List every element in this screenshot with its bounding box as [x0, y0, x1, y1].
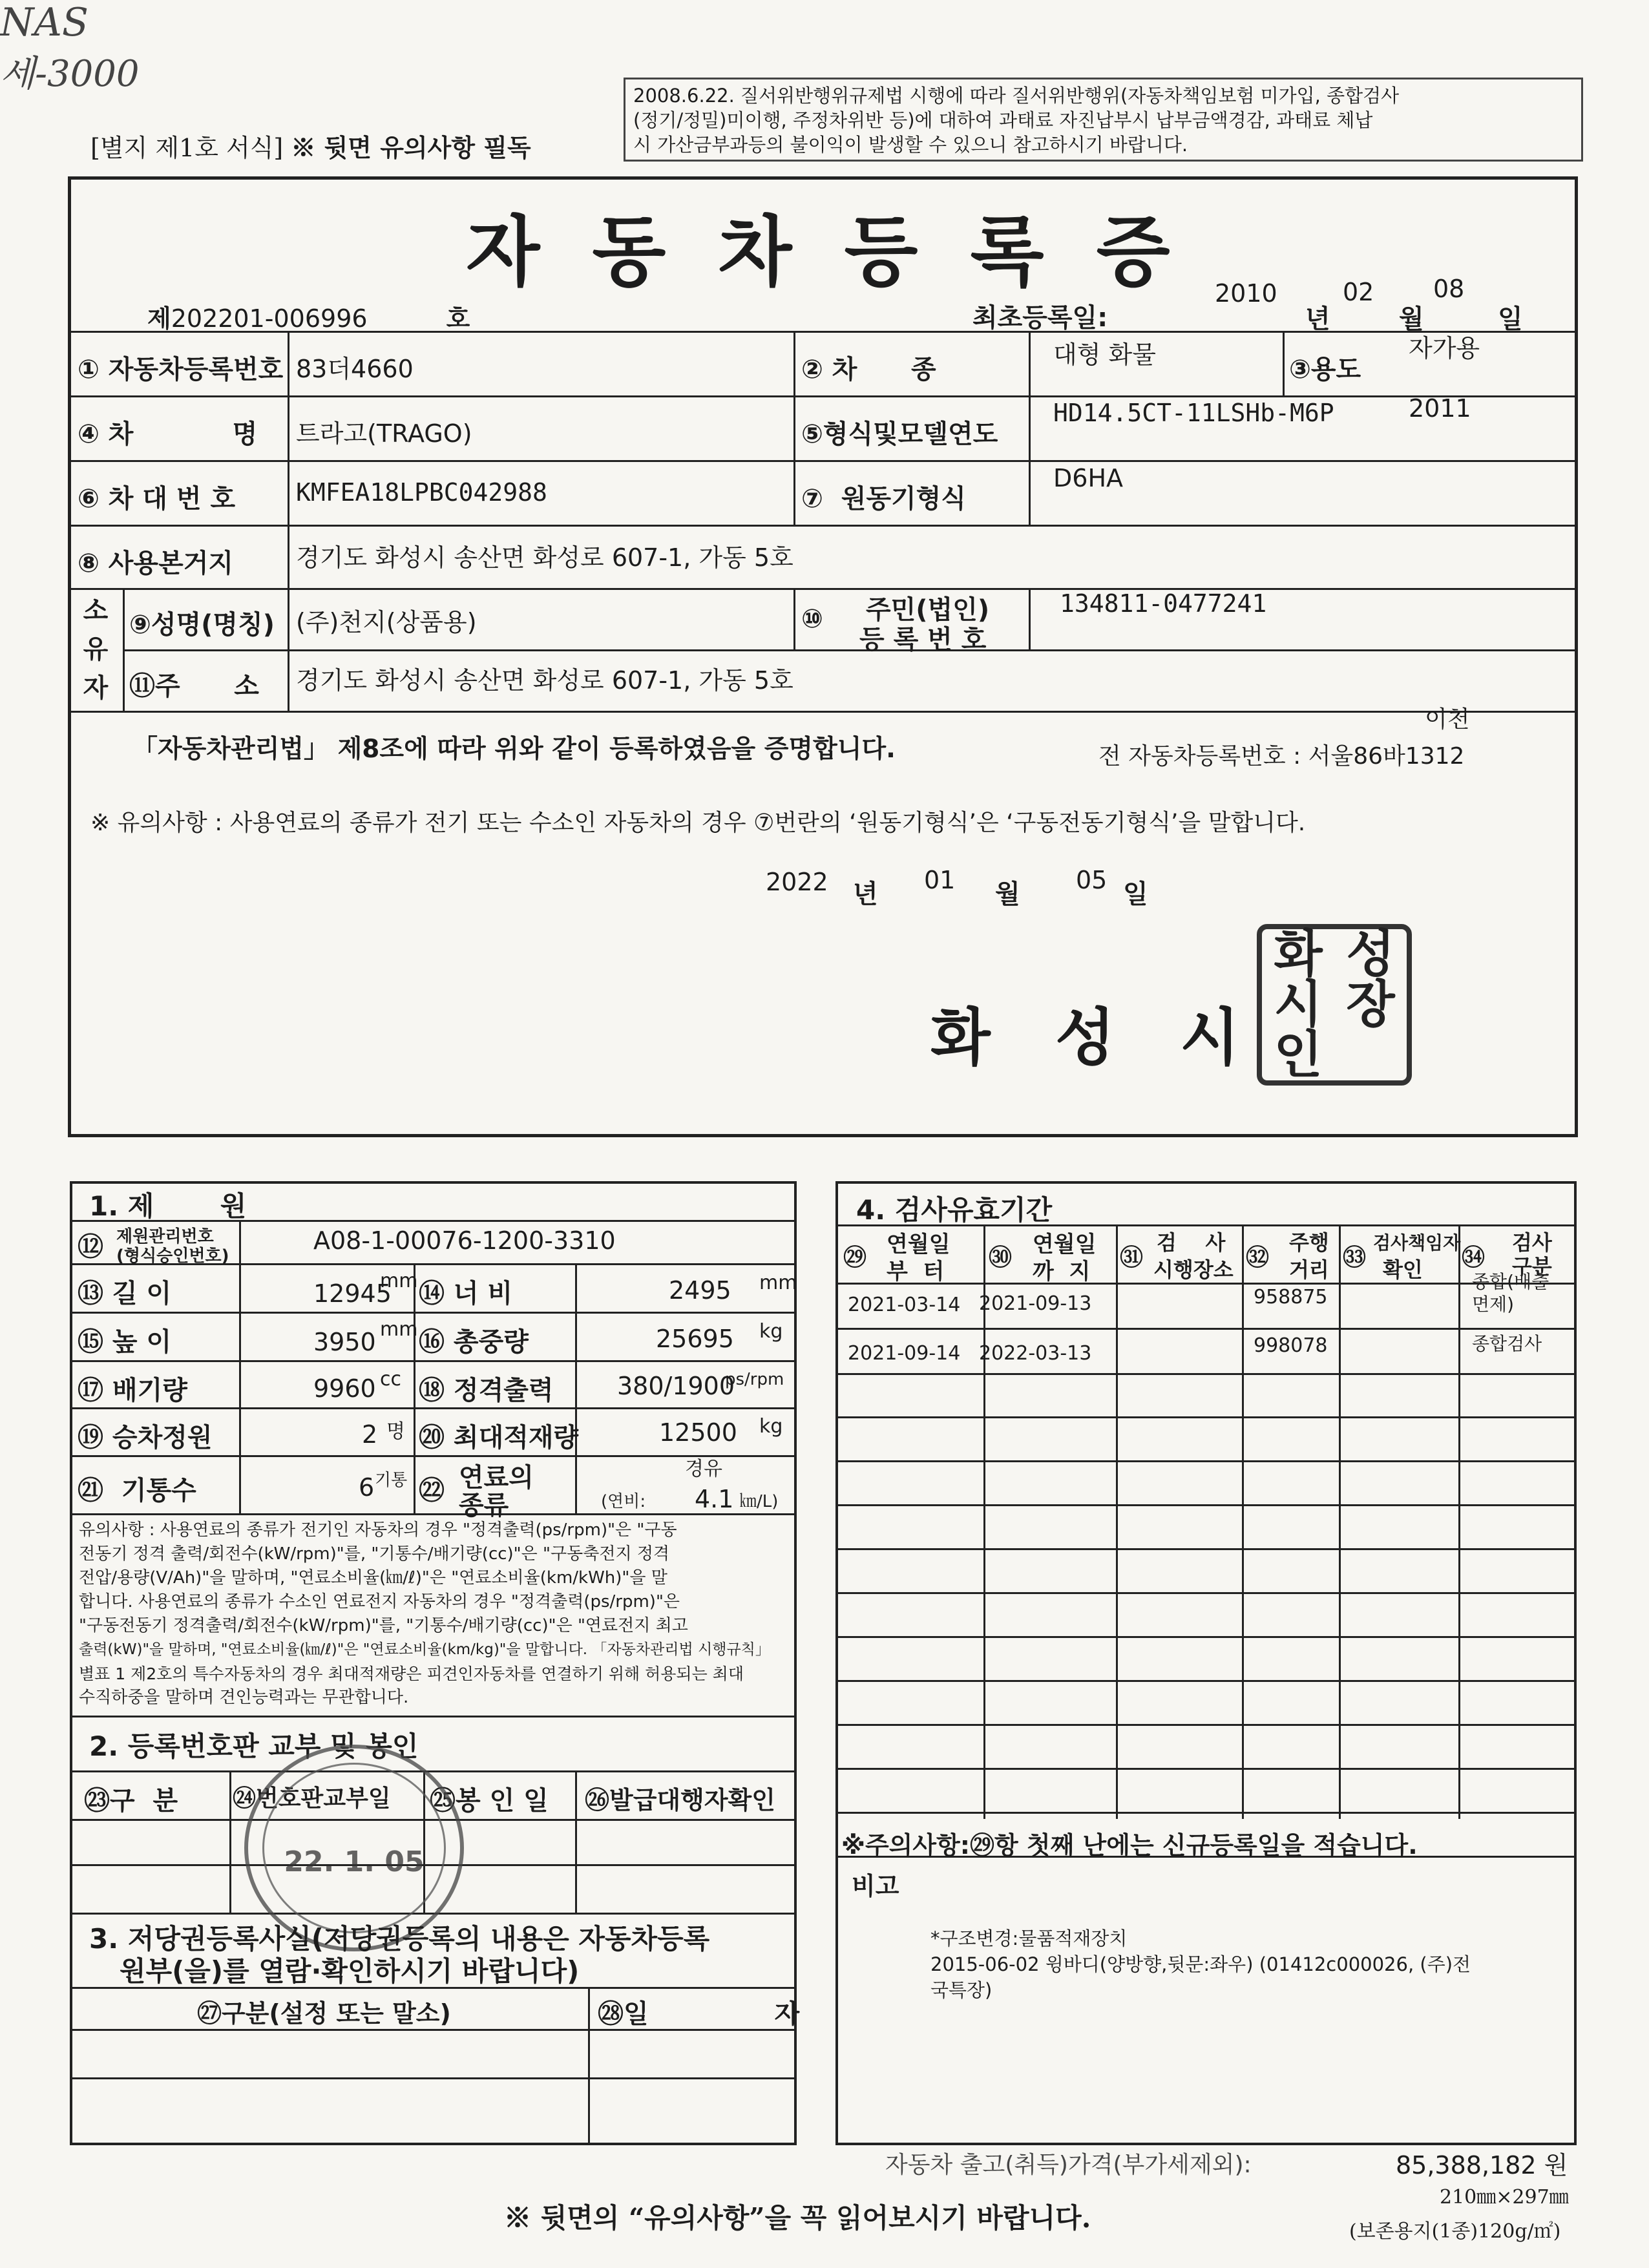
insp-row-2-kind-1: 종합검사 [1472, 1333, 1542, 1354]
grid-line [1242, 1224, 1244, 1819]
issue-day-unit: 일 [1123, 879, 1148, 909]
notice-line-1: 2008.6.22. 질서위반행위규제법 시행에 따라 질서위반행위(자동차책임보험 미가입, 종합검사 [633, 85, 1400, 107]
spec-note-line: 별표 1 제2호의 특수자동차의 경우 최대적재량은 피견인자동차를 연결하기 위해 허용되는 최대 [79, 1664, 744, 1683]
lien-col-date: ㉘일 자 [598, 1999, 800, 2029]
spec-note-line: 출력(kW)"을 말하며, "연료소비율(㎞/ℓ)"은 "연료소비율(km/kg)"을 말합니다. 「자동차관리법 시행규칙」 [79, 1641, 770, 1658]
price-value: 85,388,182 원 [1396, 2151, 1568, 2179]
grid-line [1116, 1224, 1118, 1819]
paper-size: 210㎜×297㎜ [1440, 2186, 1569, 2209]
owner-id-label-2: 등 록 번 호 [859, 625, 987, 655]
insp-row-1-from: 2021-03-14 [848, 1294, 961, 1316]
owner-addr-label: ⑪주 소 [129, 671, 259, 701]
inspection-title: 4. 검사유효기간 [856, 1194, 1053, 1226]
insp-row-2-from: 2021-09-14 [848, 1342, 961, 1365]
payload-unit: kg [759, 1415, 783, 1438]
spec-no-value: A08-1-00076-1200-3310 [313, 1226, 616, 1255]
power-label: ⑱ 정격출력 [419, 1376, 554, 1405]
first-reg-label: 최초등록일: [972, 303, 1108, 333]
notice-line-3: 시 가산금부과등의 불이익이 발생할 수 있으니 참고하시기 바랍니다. [633, 134, 1188, 156]
grid-line [71, 1987, 795, 1989]
width-value: 2495 [669, 1276, 731, 1305]
fuel-label-1: 연료의 [459, 1463, 534, 1493]
grid-line [123, 649, 1577, 651]
certify-text: 「자동차관리법」 제8조에 따라 위와 같이 등록하였음을 증명합니다. [132, 735, 896, 764]
plate-col-agent: ㉖발급대행자확인 [585, 1786, 775, 1814]
owner-id-label-1: 주민(법인) [866, 595, 990, 625]
model-value: HD14.5CT-11LSHb-M6P [1053, 399, 1334, 427]
spec-note-line: 수직하중을 말하며 견인능력과는 무관합니다. [79, 1688, 409, 1707]
spec-note-line: "구동전동기 정격출력/회전수(kW/rpm)"를, "기통수/배기량(cc)"은 "연료전지 최고 [79, 1616, 688, 1635]
lien-title-2: 원부(을)를 열람·확인하시기 바랍니다) [120, 1955, 580, 1987]
postmark-date: 22. 1. 05 [284, 1845, 425, 1878]
grid-line [1029, 588, 1031, 649]
width-label: ⑭ 너 비 [419, 1279, 513, 1308]
seats-label: ⑲ 승차정원 [78, 1423, 213, 1453]
grid-line [837, 1328, 1575, 1330]
form-label-text: [별지 제1호 서식] [90, 134, 284, 162]
insp-col-from-num: ㉙ [843, 1244, 867, 1271]
grid-line [837, 1636, 1575, 1638]
grid-line [288, 331, 289, 525]
plate-col-issue-date: ㉔번호판교부일 [233, 1785, 391, 1812]
reg-no-value: 83더4660 [296, 355, 414, 383]
handwritten-note-2: 세-3000 [0, 53, 140, 95]
spec-note-line: 전동기 정격 출력/회전수(kW/rpm)"를, "기통수/배기량(cc)"은 "구동축전지 정격 [79, 1544, 670, 1564]
first-reg-year: 2010 [1215, 279, 1277, 308]
official-seal: 화 성 시 장 인 [1257, 924, 1412, 1086]
fuel-value: 경유 [685, 1458, 722, 1480]
eff-label: (연비: [601, 1492, 646, 1511]
gross-value: 25695 [656, 1325, 734, 1353]
spec-no-label-2: (형식승인번호) [116, 1246, 229, 1266]
eff-value: 4.1 [695, 1485, 734, 1513]
reg-no-label: ① 자동차등록번호 [78, 355, 284, 384]
prev-reg-correction: 이천 [1425, 706, 1470, 733]
power-unit: ps/rpm [725, 1370, 784, 1389]
remark-line-1: *구조변경:물품적재장치 [930, 1927, 1128, 1949]
grid-line [288, 525, 289, 588]
plate-col-seal-date: ㉕봉 인 일 [430, 1786, 549, 1816]
owner-group-label: 소 유 자 [83, 596, 109, 703]
grid-line [239, 1220, 241, 1513]
spec-notes [79, 1518, 790, 1710]
payload-label: ⑳ 최대적재량 [419, 1423, 579, 1453]
owner-name-value: (주)천지(상품용) [296, 608, 477, 636]
cert-no-suffix: 호 [446, 304, 470, 333]
inspection-note: ※주의사항:㉙항 첫째 난에는 신규등록일을 적습니다. [841, 1831, 1418, 1860]
grid-line [837, 1724, 1575, 1726]
cyl-label: ㉑ 기통수 [78, 1476, 196, 1506]
notice-box [624, 78, 1583, 162]
insp-row-2-mileage: 998078 [1254, 1334, 1328, 1357]
grid-line [837, 1548, 1575, 1550]
insp-col-place-a: 검 사 [1157, 1230, 1226, 1255]
form-note: ※ 뒷면 유의사항 필독 [291, 133, 531, 162]
issue-month: 01 [924, 866, 956, 894]
spec-no-num: ⑫ [78, 1232, 103, 1262]
first-reg-day-unit: 일 [1498, 304, 1523, 334]
notice-line-2: (정기/정밀)미이행, 주정차위반 등)에 대하여 과태료 자진납부시 납부금액경감, 과태료 체납 [633, 109, 1373, 131]
grid-line [71, 1770, 795, 1772]
spec-no-label-1: 제원관리번호 [116, 1227, 214, 1246]
grid-line [575, 1263, 577, 1513]
length-unit: mm [380, 1270, 418, 1292]
remark-line-2: 2015-06-02 윙바디(양방향,뒷문:좌우) (01412c000026, (주)전 [930, 1953, 1471, 1975]
grid-line [1339, 1224, 1341, 1819]
spec-note-line: 전압/용량(V/Ah)"을 말하며, "연료소비율(㎞/ℓ)"은 "연료소비율(km/kWh)"을 말 [79, 1568, 667, 1588]
fuel-label-2: 종류 [459, 1491, 509, 1520]
plate-col-type: ㉓구 분 [84, 1786, 178, 1816]
model-year-value: 2011 [1409, 394, 1471, 423]
gross-unit: kg [759, 1320, 783, 1343]
grid-line [837, 1812, 1575, 1814]
price-label: 자동차 출고(취득)가격(부가세제외): [885, 2152, 1252, 2178]
prev-reg [1098, 738, 1464, 771]
grid-line [69, 331, 1577, 333]
issue-year-unit: 년 [853, 879, 878, 909]
grid-line [837, 1373, 1575, 1375]
form-label [90, 128, 531, 163]
location-label: ⑧ 사용본거지 [78, 549, 233, 578]
grid-line [1283, 331, 1285, 395]
type-label: ② 차 종 [801, 355, 936, 384]
disp-value: 9960 [313, 1374, 376, 1403]
grid-line [69, 460, 1577, 462]
type-value: 대형 화물 [1053, 341, 1156, 369]
spec-note-line: 유의사항 : 사용연료의 종류가 전기인 자동차의 경우 "정격출력(ps/rpm)"은 "구동 [79, 1520, 677, 1540]
insp-col-to-b: 까 지 [1033, 1259, 1091, 1285]
grid-line [71, 1312, 795, 1314]
insp-row-1-mileage: 958875 [1254, 1286, 1328, 1308]
insp-col-officer-a: 검사책임자 [1373, 1232, 1461, 1254]
gross-label: ⑯ 총중량 [419, 1327, 529, 1357]
cert-no-value: 202201-006996 [171, 304, 368, 333]
grid-line [288, 588, 289, 711]
handwritten-note-1: NAS [0, 0, 89, 45]
issuer-name: 화 성 시 [930, 1001, 1240, 1074]
bottom-note: ※ 뒷면의 “유의사항”을 꼭 읽어보시기 바랍니다. [504, 2202, 1091, 2234]
name-value: 트라고(TRAGO) [296, 419, 472, 448]
issue-day: 05 [1076, 866, 1108, 894]
disp-label: ⑰ 배기량 [78, 1376, 187, 1405]
grid-line [793, 331, 795, 525]
insp-col-mileage-b: 거리 [1289, 1257, 1329, 1282]
grid-line [837, 1504, 1575, 1506]
name-label: ④ 차 명 [78, 419, 258, 449]
engine-label: ⑦ 원동기형식 [801, 484, 966, 514]
seats-unit: 명 [386, 1420, 405, 1443]
model-label: ⑤형식및모델연도 [801, 419, 998, 449]
grid-line [1458, 1224, 1460, 1819]
remark-label: 비고 [852, 1872, 899, 1900]
grid-line [69, 395, 1577, 397]
insp-row-1-to: 2021-09-13 [979, 1292, 1092, 1315]
height-label: ⑮ 높 이 [78, 1327, 172, 1357]
lien-col-kind: ㉗구분(설정 또는 말소) [197, 1999, 451, 2028]
use-label: ③용도 [1289, 355, 1361, 384]
disp-unit: cc [380, 1368, 401, 1391]
power-value: 380/1900 [617, 1372, 735, 1400]
grid-line [69, 588, 1577, 590]
location-value: 경기도 화성시 송산면 화성로 607-1, 가동 5호 [296, 543, 793, 572]
first-reg-month-unit: 월 [1399, 304, 1424, 334]
owner-name-label: ⑨성명(명칭) [129, 610, 275, 640]
width-unit: mm [759, 1272, 797, 1294]
spec-title: 1. 제 원 [89, 1190, 247, 1222]
paper-type: (보존용지(1종)120g/㎡) [1349, 2220, 1561, 2243]
grid-line [229, 1770, 231, 1913]
prev-reg-label: 전 자동차등록번호 : [1098, 743, 1308, 770]
grid-line [71, 1513, 795, 1515]
grid-line [575, 1770, 577, 1913]
grid-line [69, 711, 1577, 713]
insp-col-officer-num: ㉝ [1343, 1244, 1367, 1271]
payload-value: 12500 [659, 1418, 737, 1447]
insp-col-from-a: 연월일 [887, 1232, 951, 1257]
insp-row-1-kind-2: 면제) [1472, 1294, 1515, 1315]
issue-year: 2022 [766, 868, 828, 896]
cyl-value: 6 [359, 1473, 375, 1502]
grid-line [1029, 331, 1031, 525]
insp-col-from-b: 부 터 [887, 1259, 945, 1285]
insp-row-2-to: 2022-03-13 [979, 1342, 1092, 1365]
grid-line [71, 1407, 795, 1409]
first-reg-month: 02 [1343, 278, 1374, 306]
grid-line [837, 1416, 1575, 1418]
insp-col-to-a: 연월일 [1033, 1232, 1097, 1257]
vin-value: KMFEA18LPBC042988 [296, 478, 547, 507]
insp-col-mileage-a: 주행 [1289, 1230, 1329, 1255]
grid-line [837, 1592, 1575, 1594]
insp-col-kind-a: 검사 [1512, 1230, 1552, 1255]
seats-value: 2 [362, 1420, 378, 1449]
use-value: 자가용 [1409, 334, 1480, 362]
grid-line [123, 588, 125, 711]
owner-addr-value: 경기도 화성시 송산면 화성로 607-1, 가동 5호 [296, 666, 793, 695]
first-reg-day: 08 [1433, 275, 1465, 303]
vin-label: ⑥ 차 대 번 호 [78, 484, 236, 514]
certificate-number [147, 299, 470, 334]
first-reg-year-unit: 년 [1305, 304, 1330, 334]
height-value: 3950 [313, 1328, 376, 1356]
issue-month-unit: 월 [995, 879, 1020, 909]
remark-line-3: 국특장) [930, 1979, 993, 2001]
owner-id-num: ⑩ [801, 604, 823, 634]
grid-line [71, 2077, 795, 2079]
insp-col-place-b: 시행장소 [1153, 1257, 1234, 1282]
insp-col-mileage-num: ㉜ [1246, 1244, 1270, 1271]
cyl-unit: 기통 [375, 1471, 408, 1490]
grid-line [837, 1460, 1575, 1462]
length-value: 12945 [313, 1279, 392, 1308]
lien-title-1: 3. 저당권등록사실(저당권등록의 내용은 자동차등록 [89, 1923, 710, 1955]
spec-note-line: 합니다. 사용연료의 종류가 수소인 연료전지 자동차의 경우 "정격출력(ps/rpm)"은 [79, 1592, 680, 1612]
insp-col-kind-b: 구분 [1512, 1254, 1552, 1279]
insp-col-kind-num: ㉞ [1462, 1244, 1486, 1271]
prev-reg-value: 서울86바1312 [1308, 743, 1465, 770]
insp-col-officer-b: 확인 [1383, 1257, 1423, 1282]
certificate-title: 자 동 차 등 록 증 [466, 207, 1183, 297]
grid-line [71, 1220, 795, 1222]
insp-row-1-kind-1: 종합(배출 [1472, 1271, 1549, 1292]
grid-line [837, 1768, 1575, 1770]
insp-col-place-num: ㉛ [1120, 1244, 1144, 1271]
fuel-label-num: ㉒ [419, 1476, 445, 1506]
grid-line [69, 525, 1577, 527]
eff-unit: ㎞/L) [740, 1492, 779, 1511]
cert-no-prefix: 제 [147, 304, 171, 333]
owner-id-value: 134811-0477241 [1060, 589, 1267, 618]
grid-line [71, 1360, 795, 1362]
grid-line [71, 1716, 795, 1717]
height-unit: mm [380, 1318, 418, 1341]
length-label: ⑬ 길 이 [78, 1279, 172, 1308]
plate-title: 2. 등록번호판 교부 및 봉인 [89, 1730, 419, 1762]
grid-line [588, 1987, 590, 2145]
engine-value: D6HA [1053, 464, 1124, 492]
grid-line [837, 1680, 1575, 1682]
grid-line [793, 588, 795, 649]
grid-line [414, 1263, 415, 1513]
insp-col-to-num: ㉚ [989, 1244, 1013, 1271]
caution-text: ※ 유의사항 : 사용연료의 종류가 전기 또는 수소인 자동차의 경우 ⑦번란의 ‘원동기형식’은 ‘구동전동기형식’을 말합니다. [90, 810, 1306, 836]
